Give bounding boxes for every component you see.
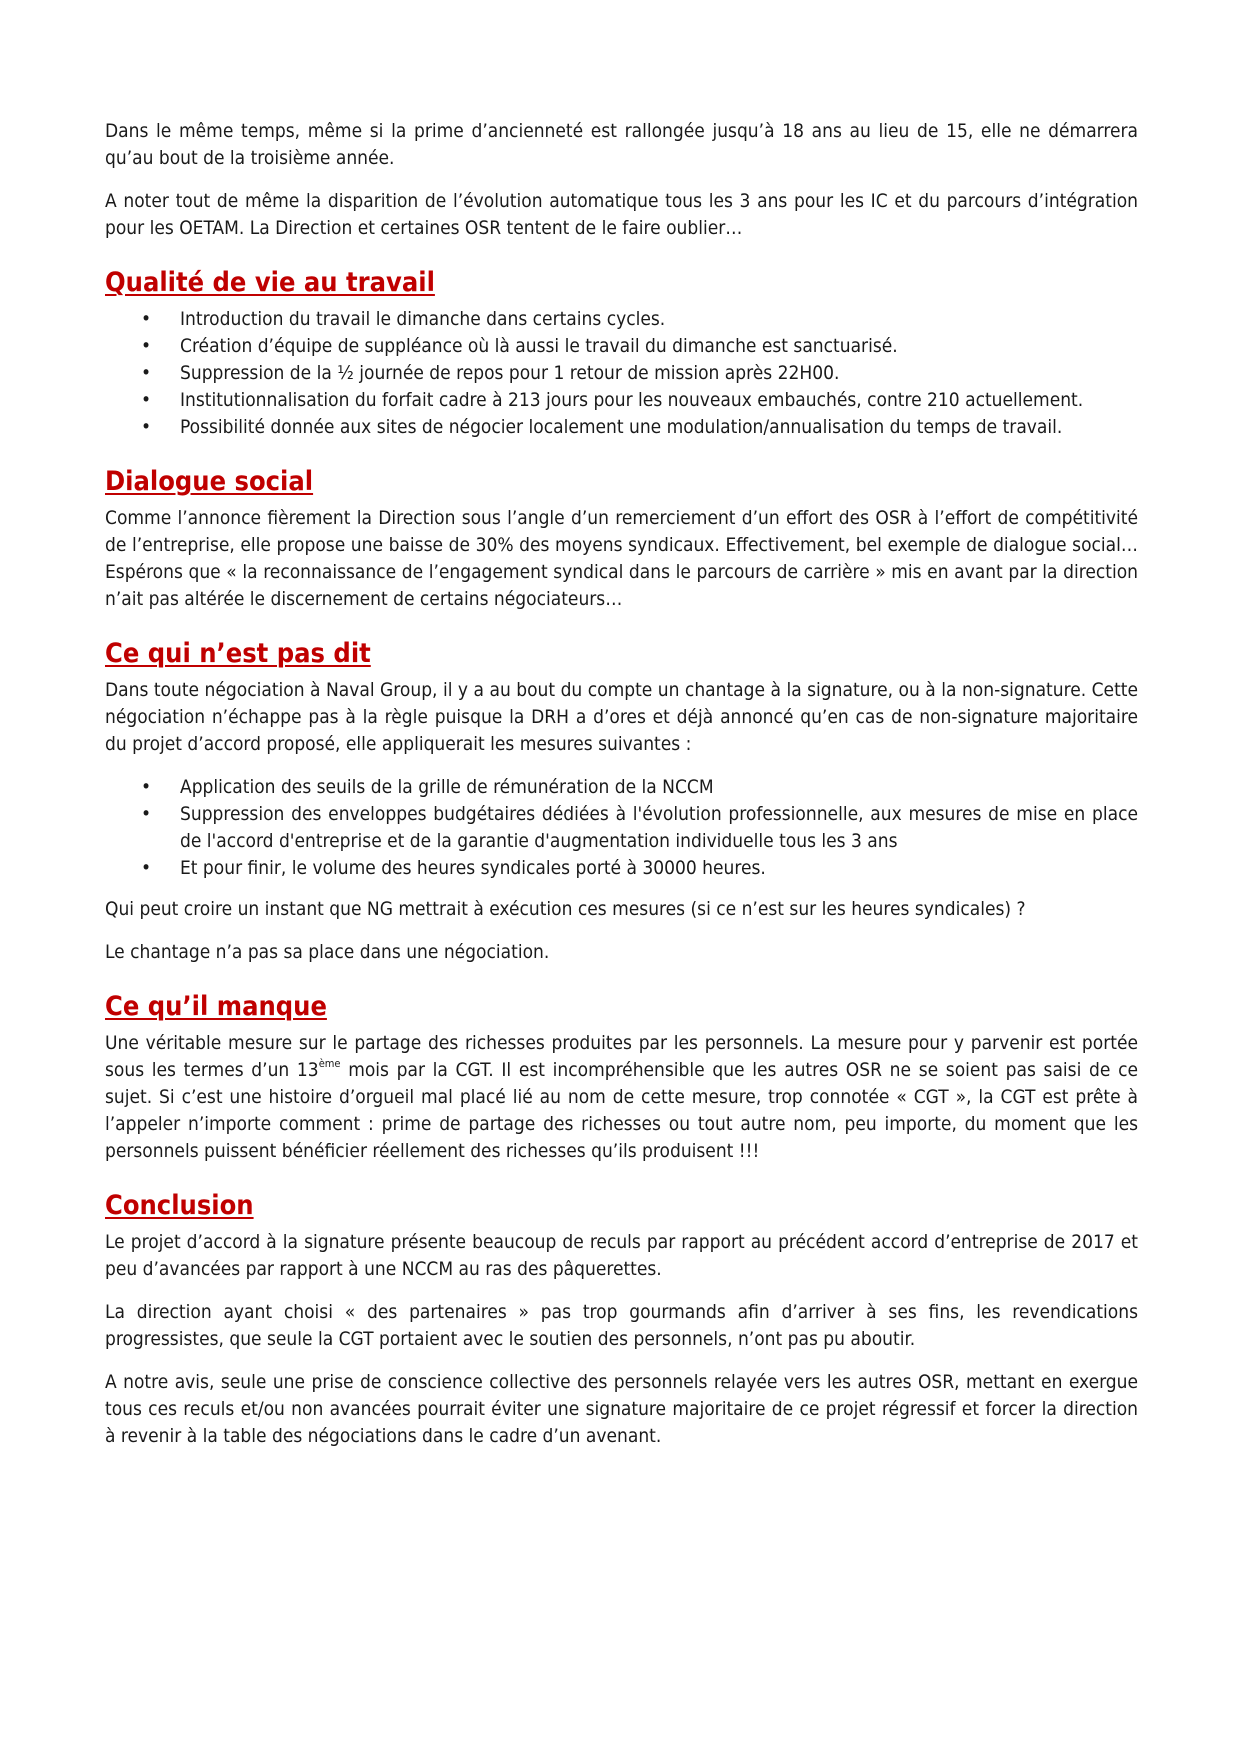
- list-item-text: Possibilité donnée aux sites de négocier localement une modulation/annualisation du temps de travail.: [180, 416, 1063, 438]
- list-item: [105, 333, 1138, 360]
- intro-paragraph-1: Dans le même temps, même si la prime d’ancienneté est rallongée jusqu’à 18 ans au lieu de 15, elle ne démarrera qu’au bout de la troisième année.: [105, 120, 1138, 169]
- conclusion-paragraph-1: Le projet d’accord à la signature présente beaucoup de reculs par rapport au précédent accord d’entreprise de 2017 et peu d’avancées par rapport à une NCCM au ras des pâquerettes.: [105, 1231, 1138, 1280]
- bullet-icon: •: [141, 362, 152, 384]
- list-item-text: Institutionnalisation du forfait cadre à 213 jours pour les nouveaux embauchés, contre 210 actuellement.: [180, 389, 1084, 411]
- list-item-text: Création d’équipe de suppléance où là aussi le travail du dimanche est sanctuarisé.: [180, 335, 898, 357]
- non-dit-paragraph-2: Qui peut croire un instant que NG mettrait à exécution ces mesures (si ce n’est sur les heures syndicales) ?: [105, 898, 1026, 920]
- bullet-icon: •: [141, 857, 152, 879]
- list-item: [105, 801, 1138, 855]
- list-item-text: Application des seuils de la grille de rémunération de la NCCM: [180, 776, 714, 798]
- non-dit-paragraph-1: Dans toute négociation à Naval Group, il y a au bout du compte un chantage à la signature, ou à la non-signature. Cette négociation n’échappe pas à la règle puisque la DRH a d’ores et déjà annoncé qu’en cas de non-signature majoritaire du projet d’accord proposé, elle appliquerait les mesures suivantes :: [105, 679, 1138, 755]
- section-heading-qualite: Qualité de vie au travail: [105, 267, 435, 298]
- qualite-list: [105, 306, 1138, 441]
- intro-paragraph-2: A noter tout de même la disparition de l’évolution automatique tous les 3 ans pour les IC et du parcours d’intégration pour les OETAM. La Direction et certaines OSR tentent de le faire oublier…: [105, 190, 1138, 239]
- conclusion-paragraph-3: A notre avis, seule une prise de conscience collective des personnels relayée vers les autres OSR, mettant en exergue tous ces reculs et/ou non avancées pourrait éviter une signature majoritaire de ce projet régressif et forcer la direction à revenir à la table des négociations dans le cadre d’un avenant.: [105, 1371, 1138, 1447]
- non-dit-paragraph-3: Le chantage n’a pas sa place dans une négociation.: [105, 941, 550, 963]
- bullet-icon: •: [141, 416, 152, 438]
- list-item: [105, 387, 1138, 414]
- list-item: [105, 360, 1138, 387]
- list-item-text: Introduction du travail le dimanche dans certains cycles.: [180, 308, 666, 330]
- list-item: [105, 774, 1138, 801]
- document-page: [105, 118, 1138, 1466]
- section-heading-conclusion: Conclusion: [105, 1190, 254, 1221]
- list-item: [105, 306, 1138, 333]
- list-item: [105, 855, 1138, 882]
- conclusion-paragraph-2: La direction ayant choisi « des partenaires » pas trop gourmands afin d’arriver à ses fins, les revendications progressistes, que seule la CGT portaient avec le soutien des personnels, n’ont pas pu aboutir.: [105, 1301, 1138, 1350]
- manque-paragraph: [105, 1030, 1138, 1165]
- list-item-text: Et pour finir, le volume des heures syndicales porté à 30000 heures.: [180, 857, 766, 879]
- list-item-text: Suppression de la ½ journée de repos pour 1 retour de mission après 22H00.: [180, 362, 840, 384]
- bullet-icon: •: [141, 308, 152, 330]
- dialogue-paragraph: Comme l’annonce fièrement la Direction sous l’angle d’un remerciement d’un effort des OSR à l’effort de compétitivité de l’entreprise, elle propose une baisse de 30% des moyens syndicaux. Effectivement, bel exemple de dialogue social… Espérons que « la reconnaissance de l’engagement syndical dans le parcours de carrière » mis en avant par la direction n’ait pas altérée le discernement de certains négociateurs…: [105, 507, 1138, 610]
- ordinal-superscript: ème: [318, 1057, 341, 1070]
- bullet-icon: •: [141, 776, 152, 798]
- bullet-icon: •: [141, 335, 152, 357]
- section-heading-dialogue: Dialogue social: [105, 466, 314, 497]
- section-heading-manque: Ce qu’il manque: [105, 991, 327, 1022]
- section-heading-non-dit: Ce qui n’est pas dit: [105, 638, 371, 669]
- list-item-text: Suppression des enveloppes budgétaires dédiées à l'évolution professionnelle, aux mesures de mise en place de l'accord d'entreprise et de la garantie d'augmentation individuelle tous les 3 ans: [180, 803, 1138, 852]
- manque-text-start: Une véritable mesure sur le partage des richesses produites par les personnels. La mesure pour y parvenir est portée sous les termes d’un 13: [105, 1032, 1138, 1081]
- list-item: [105, 414, 1138, 441]
- bullet-icon: •: [141, 803, 152, 825]
- manque-text-end: mois par la CGT. Il est incompréhensible que les autres OSR ne se soient pas saisi de ce sujet. Si c’est une histoire d’orgueil mal placé lié au nom de cette mesure, trop connotée « CGT », la CGT est prête à l’appeler n’importe comment : prime de partage des richesses ou tout autre nom, peu importe, du moment que les personnels puissent bénéficier réellement des richesses qu’ils produisent !!!: [105, 1059, 1138, 1162]
- non-dit-list: [105, 774, 1138, 882]
- bullet-icon: •: [141, 389, 152, 411]
